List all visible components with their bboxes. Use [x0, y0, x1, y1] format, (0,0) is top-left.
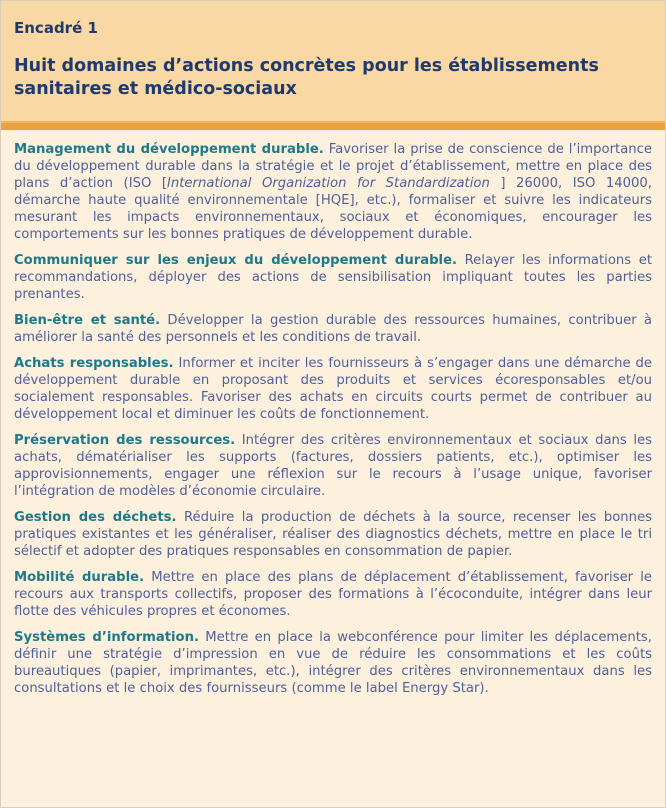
domain-text: Favoriser la prise de conscience de l’importance du développement durable dans la stratégie et le projet d’établissement, mettre en place des plans d’action (ISO [: [14, 141, 652, 191]
domain-heading: Mobilité durable.: [14, 570, 145, 586]
domain-heading: Systèmes d’information.: [14, 630, 199, 646]
domain-text: Développer la gestion durable des ressources humaines, contribuer à améliorer la santé des personnels et les conditions de travail.: [14, 312, 653, 345]
domain-text: Relayer les informations et recommandations, déployer des actions de sensibilisation impliquant toutes les parties prenantes.: [14, 252, 652, 302]
domain-paragraph-mobilite: [14, 569, 652, 620]
domain-paragraph-preservation: [14, 432, 652, 500]
domain-paragraph-communiquer: [14, 252, 652, 303]
domain-text: Réduire la production de déchets à la source, recenser les bonnes pratiques existantes et les généraliser, réaliser des diagnostics déchets, mettre en place le tri sélectif et adopter des pratiques responsables en consommation de papier.: [14, 510, 652, 560]
orange-divider: [1, 121, 665, 130]
domain-paragraph-systemes: [14, 629, 652, 697]
domain-paragraph-management: [14, 141, 652, 243]
domain-paragraph-achats: [14, 355, 652, 423]
domain-heading: Communiquer sur les enjeux du développement durable.: [14, 252, 458, 268]
domain-heading: Gestion des déchets.: [14, 510, 177, 526]
domain-paragraph-dechets: [14, 509, 652, 560]
box-title: Huit domaines d’actions concrètes pour les établissements sanitaires et médico-sociaux: [14, 56, 599, 99]
domain-heading: Management du développement durable.: [14, 141, 324, 157]
domain-text-italic: International Organization for Standardization: [167, 175, 490, 191]
domain-text: Intégrer des critères environnementaux et sociaux dans les achats, dématérialiser les supports (factures, dossiers patients, etc.), optimiser les approvisionnements, engager une réflexion sur le recours à l’usage unique, favoriser l’intégration de modèles d’économie circulaire.: [14, 432, 653, 500]
domain-text: Mettre en place des plans de déplacement d’établissement, favoriser le recours aux transports collectifs, proposer des formations à l’écoconduite, intégrer dans leur flotte des véhicules propres et économes.: [14, 570, 652, 620]
box-header: [1, 1, 665, 121]
domain-heading: Achats responsables.: [14, 355, 174, 371]
domain-heading: Préservation des ressources.: [14, 432, 236, 448]
domain-text: ] 26000, ISO 14000, démarche haute qualité environnementale [HQE], etc.), formaliser et suivre les indicateurs mesurant les impacts environnementaux, sociaux et économiques, encourager les comportements sur les bonnes pratiques de développement durable.: [14, 175, 652, 242]
domain-text: Informer et inciter les fournisseurs à s’engager dans une démarche de développement durable en proposant des produits et services écoresponsables et/ou socialement responsables. Favoriser des achats en circuits courts permet de contribuer au développement local et diminuer les coûts de fonctionnement.: [14, 355, 652, 422]
box-label: Encadré 1: [14, 19, 98, 37]
box-body: [1, 130, 665, 717]
domain-heading: Bien-être et santé.: [14, 312, 161, 328]
domain-text: Mettre en place la webconférence pour limiter les déplacements, définir une stratégie d’impression en vue de réduire les consommations et les coûts bureautiques (papier, imprimantes, etc.), intégrer des critères environnementaux dans les consultations et le choix des fournisseurs (comme le label Energy Star).: [14, 630, 652, 697]
domain-paragraph-bien-etre: [14, 312, 652, 346]
